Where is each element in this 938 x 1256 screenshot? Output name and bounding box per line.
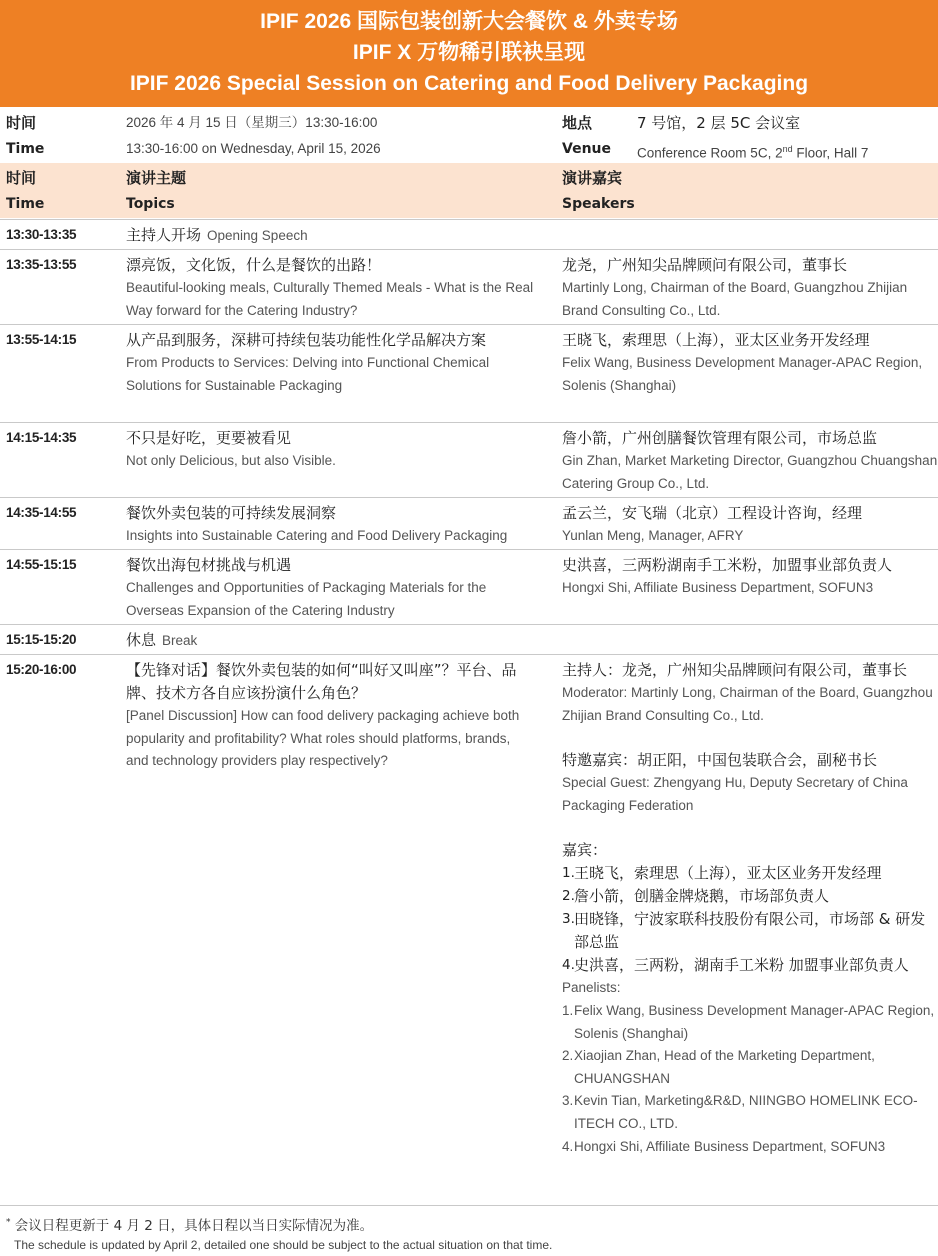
- footnote-zh: * 会议日程更新于 4 月 2 日，具体日程以当日实际情况为准。: [6, 1217, 374, 1234]
- table-row: [0, 549, 938, 624]
- moderator-en: Moderator: Martinly Long, Chairman of the Board, Guangzhou Zhijian Brand Consulting Co., Ltd.: [562, 685, 933, 723]
- row-topic: 餐饮外卖包装的可持续发展洞察 Insights into Sustainable Catering and Food Delivery Packaging: [126, 504, 508, 543]
- row-speaker: 孟云兰，安飞瑞（北京）工程设计咨询，经理 Yunlan Meng, Manager, AFRY: [562, 504, 863, 543]
- table-row-panel: [0, 654, 938, 1205]
- guests-label: 嘉宾：: [562, 841, 608, 860]
- event-info: [0, 107, 938, 163]
- row-topic: 主持人开场 Opening Speech: [126, 226, 308, 244]
- venue-label-zh: 地点: [562, 114, 593, 132]
- row-topic: 餐饮出海包材挑战与机遇 Challenges and Opportunities of Packaging Materials for the Overseas Expansion of the Catering Industry: [126, 556, 487, 618]
- page-header: [0, 0, 938, 107]
- guest-en: Special Guest: Zhengyang Hu, Deputy Secretary of China Packaging Federation: [562, 775, 908, 813]
- row-time: 14:55-15:15: [6, 557, 77, 572]
- moderator-zh: 主持人：龙尧，广州知尖品牌顾问有限公司，董事长: [562, 661, 908, 679]
- col-topics-en: Topics: [126, 196, 175, 212]
- row-time: 14:15-14:35: [6, 430, 77, 445]
- table-header: [0, 163, 938, 218]
- venue-label-en: Venue: [562, 141, 611, 157]
- title-zh: IPIF 2026 国际包装创新大会餐饮 & 外卖专场: [260, 10, 678, 33]
- list-item: 1. Felix Wang, Business Development Manager-APAC Region, Solenis (Shanghai): [562, 1002, 935, 1041]
- list-item: 1. 王晓飞，索理思（上海），亚太区业务开发经理: [562, 864, 882, 883]
- time-value-zh: 2026 年 4 月 15 日（星期三）13:30-16:00: [126, 115, 378, 130]
- guest-zh: 特邀嘉宾：胡正阳，中国包装联合会，副秘书长: [562, 751, 878, 770]
- row-topic: 不只是好吃，更要被看见 Not only Delicious, but also Visible.: [126, 429, 336, 468]
- row-topic: 【先锋对话】餐饮外卖包装的如何“叫好又叫座”？平台、品牌、技术方各自应该扮演什么角色？ [Panel Discussion] How can food delivery packaging achieve both popularity and profitability? What roles should platforms, brands, and technology providers play respectively?: [126, 661, 520, 769]
- venue-value-en: Conference Room 5C, 2nd Floor, Hall 7: [637, 144, 869, 161]
- row-time: 15:15-15:20: [6, 632, 77, 647]
- time-label-en: Time: [6, 141, 45, 157]
- row-time: 13:30-13:35: [6, 227, 77, 242]
- col-time-zh: 时间: [6, 169, 37, 187]
- list-item: 2. Xiaojian Zhan, Head of the Marketing Department, CHUANGSHAN: [562, 1048, 875, 1086]
- list-item: 4. Hongxi Shi, Affiliate Business Department, SOFUN3: [562, 1138, 886, 1154]
- table-row: [0, 624, 938, 654]
- time-label-zh: 时间: [6, 114, 37, 132]
- list-item: 2. 詹小箭，创膳金牌烧鹅，市场部负责人: [562, 887, 830, 906]
- panel-speakers: [562, 659, 938, 1158]
- title-en: IPIF 2026 Special Session on Catering and Food Delivery Packaging: [129, 72, 809, 95]
- table-row: [0, 324, 938, 422]
- row-speaker: 詹小箭，广州创膳餐饮管理有限公司，市场总监 Gin Zhan, Market Marketing Director, Guangzhou Chuangshan Catering Group Co., Ltd.: [562, 429, 938, 491]
- footnote-en: The schedule is updated by April 2, detailed one should be subject to the actual situation on that time.: [14, 1238, 553, 1252]
- list-item: 3. Kevin Tian, Marketing&R&D, NIINGBO HOMELINK ECO-ITECH CO., LTD.: [562, 1093, 918, 1131]
- row-speaker: 史洪喜，三两粉湖南手工米粉，加盟事业部负责人 Hongxi Shi, Affiliate Business Department, SOFUN3: [562, 556, 893, 595]
- row-speaker: 王晓飞，索理思（上海），亚太区业务开发经理 Felix Wang, Business Development Manager-APAC Region, Solenis (Shanghai): [562, 331, 923, 393]
- table-row: [0, 219, 938, 249]
- table-row: [0, 249, 938, 324]
- col-speakers-zh: 演讲嘉宾: [562, 169, 623, 187]
- footnote: [0, 1205, 938, 1252]
- title-partner: IPIF X 万物稀引联袂呈现: [352, 41, 586, 64]
- venue-value-zh: 7 号馆，2 层 5C 会议室: [637, 114, 801, 132]
- row-topic: 从产品到服务，深耕可持续包装功能性化学品解决方案 From Products to Services: Delving into Functional Chemical Solutions for Sustainable Packaging: [126, 331, 490, 393]
- panelists-label: Panelists:: [562, 980, 621, 996]
- row-time: 13:55-14:15: [6, 332, 77, 347]
- row-topic: 漂亮饭，文化饭，什么是餐饮的出路！ Beautiful-looking meals, Culturally Themed Meals - What is the Real Way forward for the Catering Industry?: [126, 256, 534, 318]
- col-topics-zh: 演讲主题: [126, 169, 187, 187]
- col-speakers-en: Speakers: [562, 196, 635, 212]
- col-time-en: Time: [6, 196, 45, 212]
- row-time: 13:35-13:55: [6, 257, 77, 272]
- row-topic: 休息 Break: [126, 631, 198, 649]
- list-item: 4. 史洪喜，三两粉，湖南手工米粉 加盟事业部负责人: [562, 956, 909, 975]
- list-item: 3. 田晓锋，宁波家联科技股份有限公司，市场部 & 研发部总监: [562, 910, 926, 952]
- time-value-en: 13:30-16:00 on Wednesday, April 15, 2026: [126, 141, 381, 156]
- row-time: 15:20-16:00: [6, 662, 77, 677]
- row-speaker: 龙尧，广州知尖品牌顾问有限公司，董事长 Martinly Long, Chairman of the Board, Guangzhou Zhijian Brand Consulting Co., Ltd.: [562, 256, 908, 318]
- row-time: 14:35-14:55: [6, 505, 77, 520]
- table-row: [0, 422, 938, 497]
- table-row: [0, 497, 938, 549]
